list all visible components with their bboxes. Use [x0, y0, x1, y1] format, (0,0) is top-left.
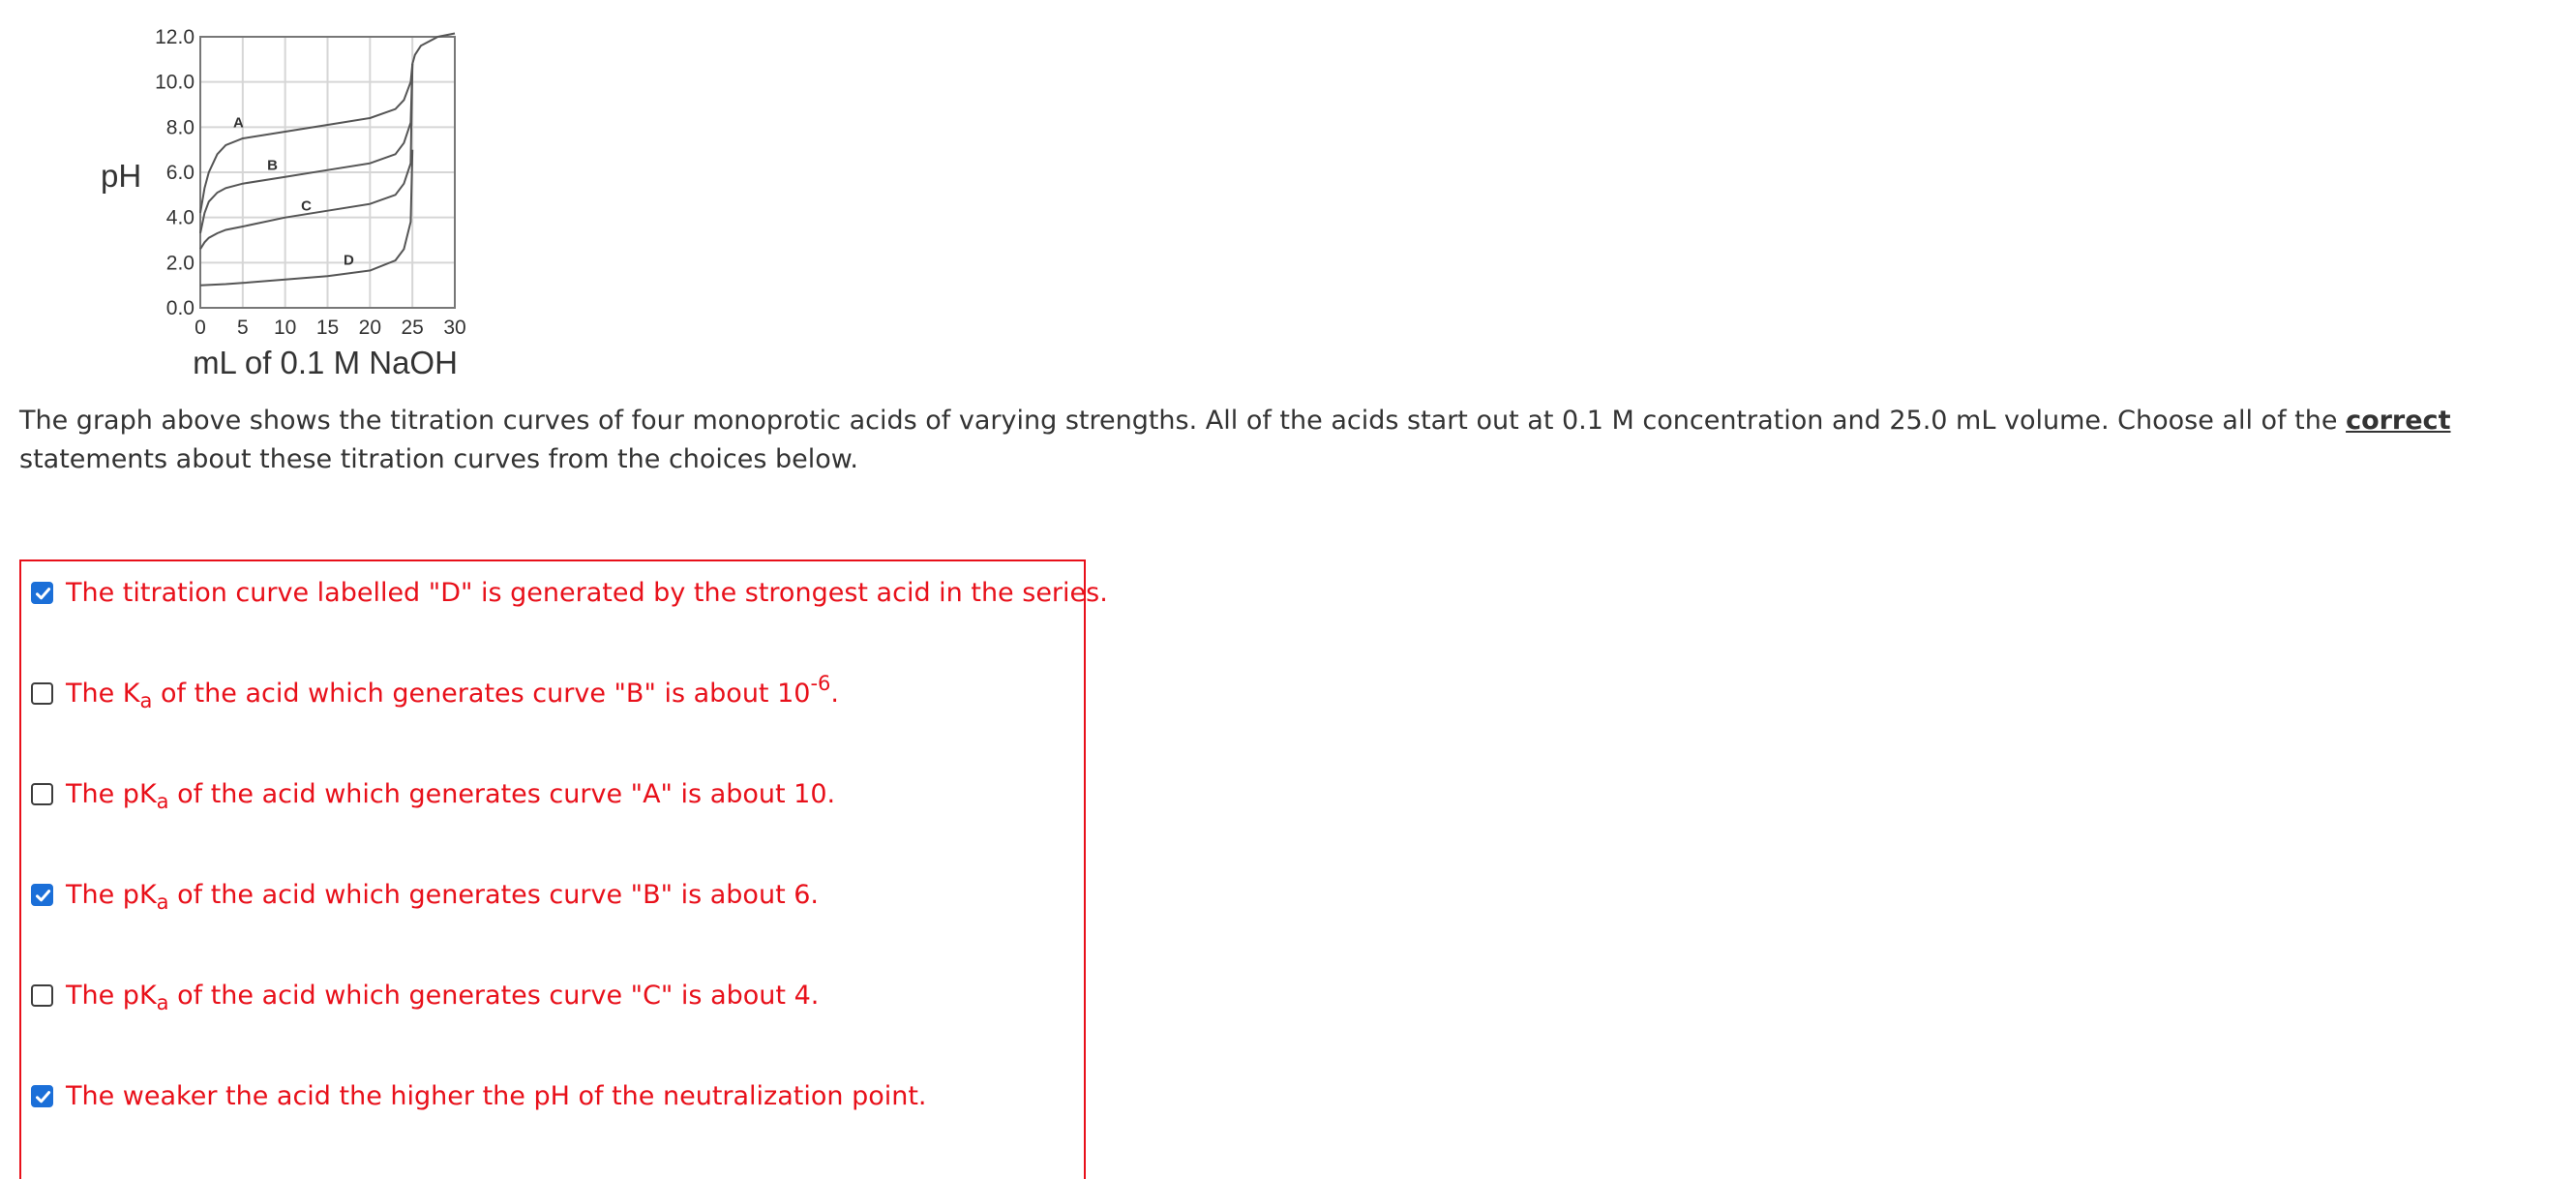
answer-choices-box: [19, 559, 1108, 1179]
choice-1-text: The titration curve labelled "D" is generated by the strongest acid in the series.: [66, 577, 1108, 608]
x-tick-label: 0: [195, 317, 206, 339]
curve-label-c: C: [301, 197, 313, 215]
curve-label-a: A: [233, 114, 244, 132]
choice-5[interactable]: [31, 974, 819, 1016]
x-tick-label: 5: [236, 317, 249, 339]
question-emphasis: correct: [2346, 406, 2451, 436]
choice-3[interactable]: [31, 772, 835, 815]
titration-graph: [0, 0, 503, 387]
checkbox-unchecked[interactable]: [31, 783, 53, 805]
y-axis-label: pH: [101, 158, 142, 194]
check-icon: [34, 1088, 52, 1106]
x-tick-label: 10: [273, 317, 297, 339]
choice-4[interactable]: [31, 873, 819, 916]
choice-1[interactable]: [31, 571, 1108, 614]
x-axis-label: mL of 0.1 M NaOH: [193, 345, 458, 380]
check-icon: [34, 887, 52, 905]
checkbox-unchecked[interactable]: [31, 984, 53, 1007]
choice-2-text: The $K_a$ of the acid which generates curve "B" is about $10^{-6}$.: [66, 671, 839, 712]
y-tick-label: 0.0: [165, 297, 195, 319]
checkbox-checked[interactable]: [31, 884, 53, 906]
y-tick-label: 2.0: [165, 252, 195, 275]
titration-chart-svg: [0, 0, 503, 387]
x-tick-label: 15: [315, 317, 340, 339]
question-text-after: statements about these titration curves from the choices below.: [19, 444, 858, 474]
y-tick-label: 8.0: [165, 116, 195, 139]
curve-label-b: B: [267, 157, 278, 174]
checkbox-checked[interactable]: [31, 1085, 53, 1107]
question-text-before: The graph above shows the titration curves of four monoprotic acids of varying strengths. All of the acids start out at 0.1 M concentration and 25.0 mL volume. Choose all of the: [19, 406, 2347, 436]
checkbox-checked[interactable]: [31, 582, 53, 604]
choice-3-text: The $pK_a$ of the acid which generates curve "A" is about 10.: [66, 778, 836, 813]
checkbox-unchecked[interactable]: [31, 682, 53, 705]
x-tick-label: 20: [358, 317, 382, 339]
curve-label-d: D: [343, 252, 354, 269]
curve-c: [200, 64, 412, 249]
x-tick-label: 30: [443, 317, 466, 339]
choice-6[interactable]: [31, 1074, 927, 1117]
y-tick-label: 4.0: [165, 206, 195, 229]
choice-2[interactable]: [31, 672, 839, 714]
y-tick-label: 10.0: [155, 71, 195, 94]
question-prompt: [19, 402, 2555, 479]
choice-4-text: The $pK_a$ of the acid which generates curve "B" is about 6.: [66, 879, 819, 914]
choice-6-text: The weaker the acid the higher the pH of the neutralization point.: [66, 1080, 927, 1111]
choice-5-text: The $pK_a$ of the acid which generates curve "C" is about 4.: [66, 980, 820, 1014]
x-tick-label: 25: [401, 317, 424, 339]
y-tick-label: 12.0: [155, 26, 195, 48]
y-tick-label: 6.0: [165, 162, 195, 184]
check-icon: [34, 585, 52, 603]
